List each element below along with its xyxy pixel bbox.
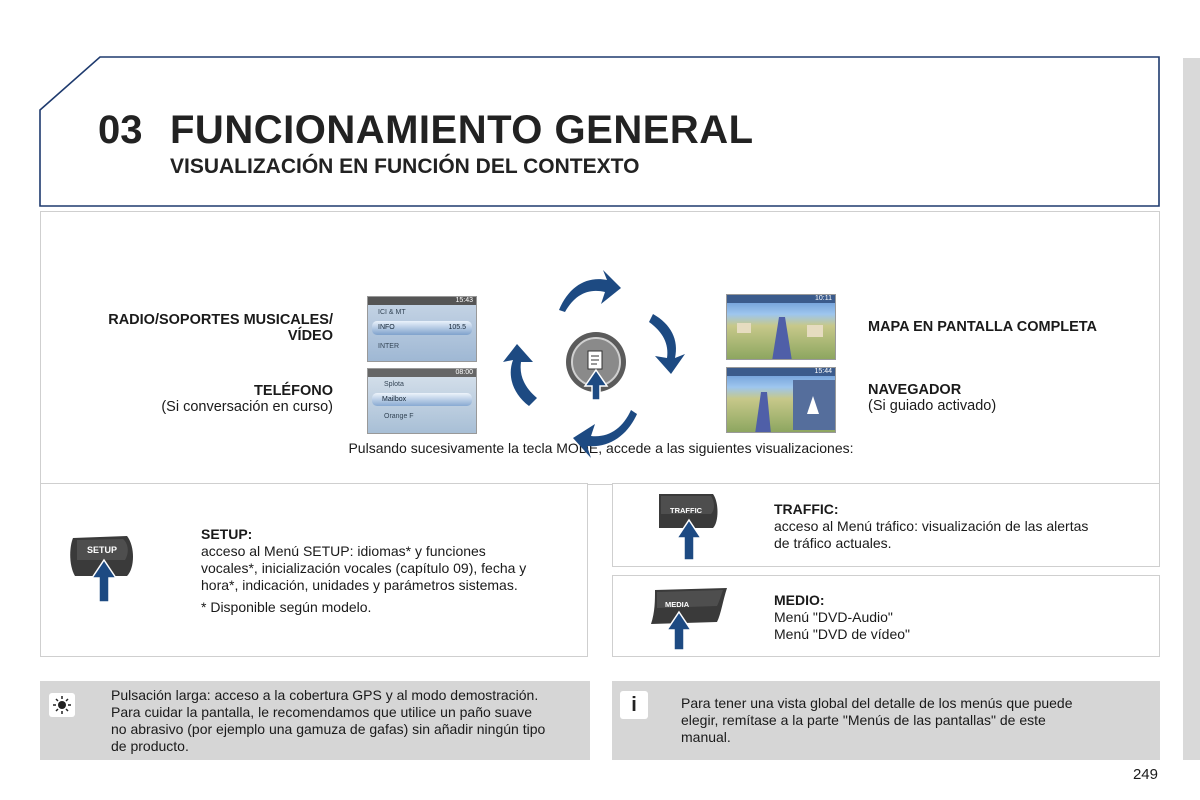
phone-label-note: (Si conversación en curso) [161, 399, 333, 415]
care-tip-line-2: Para cuidar la pantalla, le recomendamos que utilice un paño suave [111, 704, 533, 720]
setup-text [201, 526, 581, 616]
radio-screen-freq: 105.5 [448, 324, 466, 331]
radio-screen-item-2: INFO [378, 324, 395, 331]
radio-label [108, 312, 333, 344]
radio-screen-time: 15:43 [368, 297, 476, 305]
radio-screen [367, 296, 477, 362]
care-tip-line-3: no abrasivo (por ejemplo una gamuza de gafas) sin añadir ningún tipo [111, 721, 546, 737]
mode-section [40, 211, 1160, 485]
cycle-arrow-bottom [573, 410, 637, 458]
nav-screen [726, 367, 836, 433]
radio-label-line1: RADIO/SOPORTES MUSICALES/ [108, 312, 333, 328]
map-screen-time: 10:11 [727, 295, 835, 303]
cycle-arrow-right [649, 314, 685, 374]
nav-label-title: NAVEGADOR [868, 382, 962, 398]
care-tip-text [111, 687, 586, 755]
info-icon: i [620, 691, 648, 719]
page-number: 249 [1132, 766, 1158, 783]
info-tip-line-2: elegir, remítase a la parte "Menús de las pantallas" de este [681, 712, 1046, 728]
traffic-button-icon [655, 492, 725, 562]
chapter-title: FUNCIONAMIENTO GENERAL [170, 108, 754, 152]
info-tip-box [612, 681, 1160, 760]
radio-screen-selected [372, 321, 472, 335]
phone-screen-item-3: Orange F [384, 413, 414, 420]
nav-road [727, 376, 836, 433]
light-tip-icon [49, 693, 75, 717]
media-button-icon [651, 586, 731, 656]
traffic-text-line-1: acceso al Menú tráfico: visualización de las alertas [774, 518, 1089, 534]
traffic-section [612, 483, 1160, 567]
phone-screen [367, 368, 477, 434]
map-screen [726, 294, 836, 360]
traffic-text-line-2: de tráfico actuales. [774, 535, 892, 551]
cycle-arrow-left [503, 344, 537, 406]
media-title: MEDIO: [774, 592, 825, 608]
info-tip-line-1: Para tener una vista global del detalle de los menús que puede [681, 695, 1073, 711]
phone-screen-time: 08:00 [368, 369, 476, 377]
phone-screen-item-1: Splota [384, 381, 404, 388]
chapter-number: 03 [98, 108, 143, 152]
nav-screen-time: 15:44 [727, 368, 835, 376]
radio-label-line2: VÍDEO [287, 328, 333, 344]
section-subtitle: VISUALIZACIÓN EN FUNCIÓN DEL CONTEXTO [170, 155, 640, 178]
radio-screen-item-1: ICI & MT [378, 309, 406, 316]
setup-text-line-1: acceso al Menú SETUP: idiomas* y funciones [201, 543, 486, 559]
care-tip-line-4: de producto. [111, 738, 189, 754]
map-road [727, 303, 836, 360]
info-tip-line-3: manual. [681, 729, 731, 745]
setup-button-label: SETUP [87, 545, 118, 555]
setup-section [40, 483, 588, 657]
radio-screen-item-3: INTER [378, 343, 399, 350]
media-button-label: MEDIA [665, 600, 690, 609]
media-text-line-1: Menú "DVD-Audio" [774, 609, 893, 625]
setup-title: SETUP: [201, 526, 253, 542]
mode-cycle-diagram [491, 262, 701, 462]
mode-intro: Pulsando sucesivamente la tecla MODE, accede a las siguientes visualizaciones: [348, 440, 854, 456]
setup-text-line-3: hora*, indicación, unidades y parámetros sistemas. [201, 577, 518, 593]
nav-label [868, 382, 996, 414]
phone-screen-item-2: Mailbox [372, 393, 472, 406]
phone-label-title: TELÉFONO [254, 383, 333, 399]
setup-text-line-2: vocales*, inicialización vocales (capítulo 09), fecha y [201, 560, 527, 576]
traffic-title: TRAFFIC: [774, 501, 839, 517]
setup-footnote: * Disponible según modelo. [201, 599, 372, 615]
nav-label-note: (Si guiado activado) [868, 398, 997, 414]
info-tip-text [681, 695, 1151, 746]
setup-button-icon [67, 532, 137, 608]
media-text-line-2: Menú "DVD de vídeo" [774, 626, 911, 642]
media-text [774, 592, 1154, 643]
care-tip-box [40, 681, 590, 760]
media-section [612, 575, 1160, 657]
map-label-title: MAPA EN PANTALLA COMPLETA [868, 319, 1098, 335]
phone-label [161, 383, 333, 415]
side-bar [1183, 58, 1200, 760]
care-tip-line-1: Pulsación larga: acceso a la cobertura GPS y al modo demostración. [111, 687, 539, 703]
cycle-arrow-top [559, 270, 621, 312]
traffic-text [774, 501, 1154, 552]
traffic-button-label: TRAFFIC [670, 506, 703, 515]
